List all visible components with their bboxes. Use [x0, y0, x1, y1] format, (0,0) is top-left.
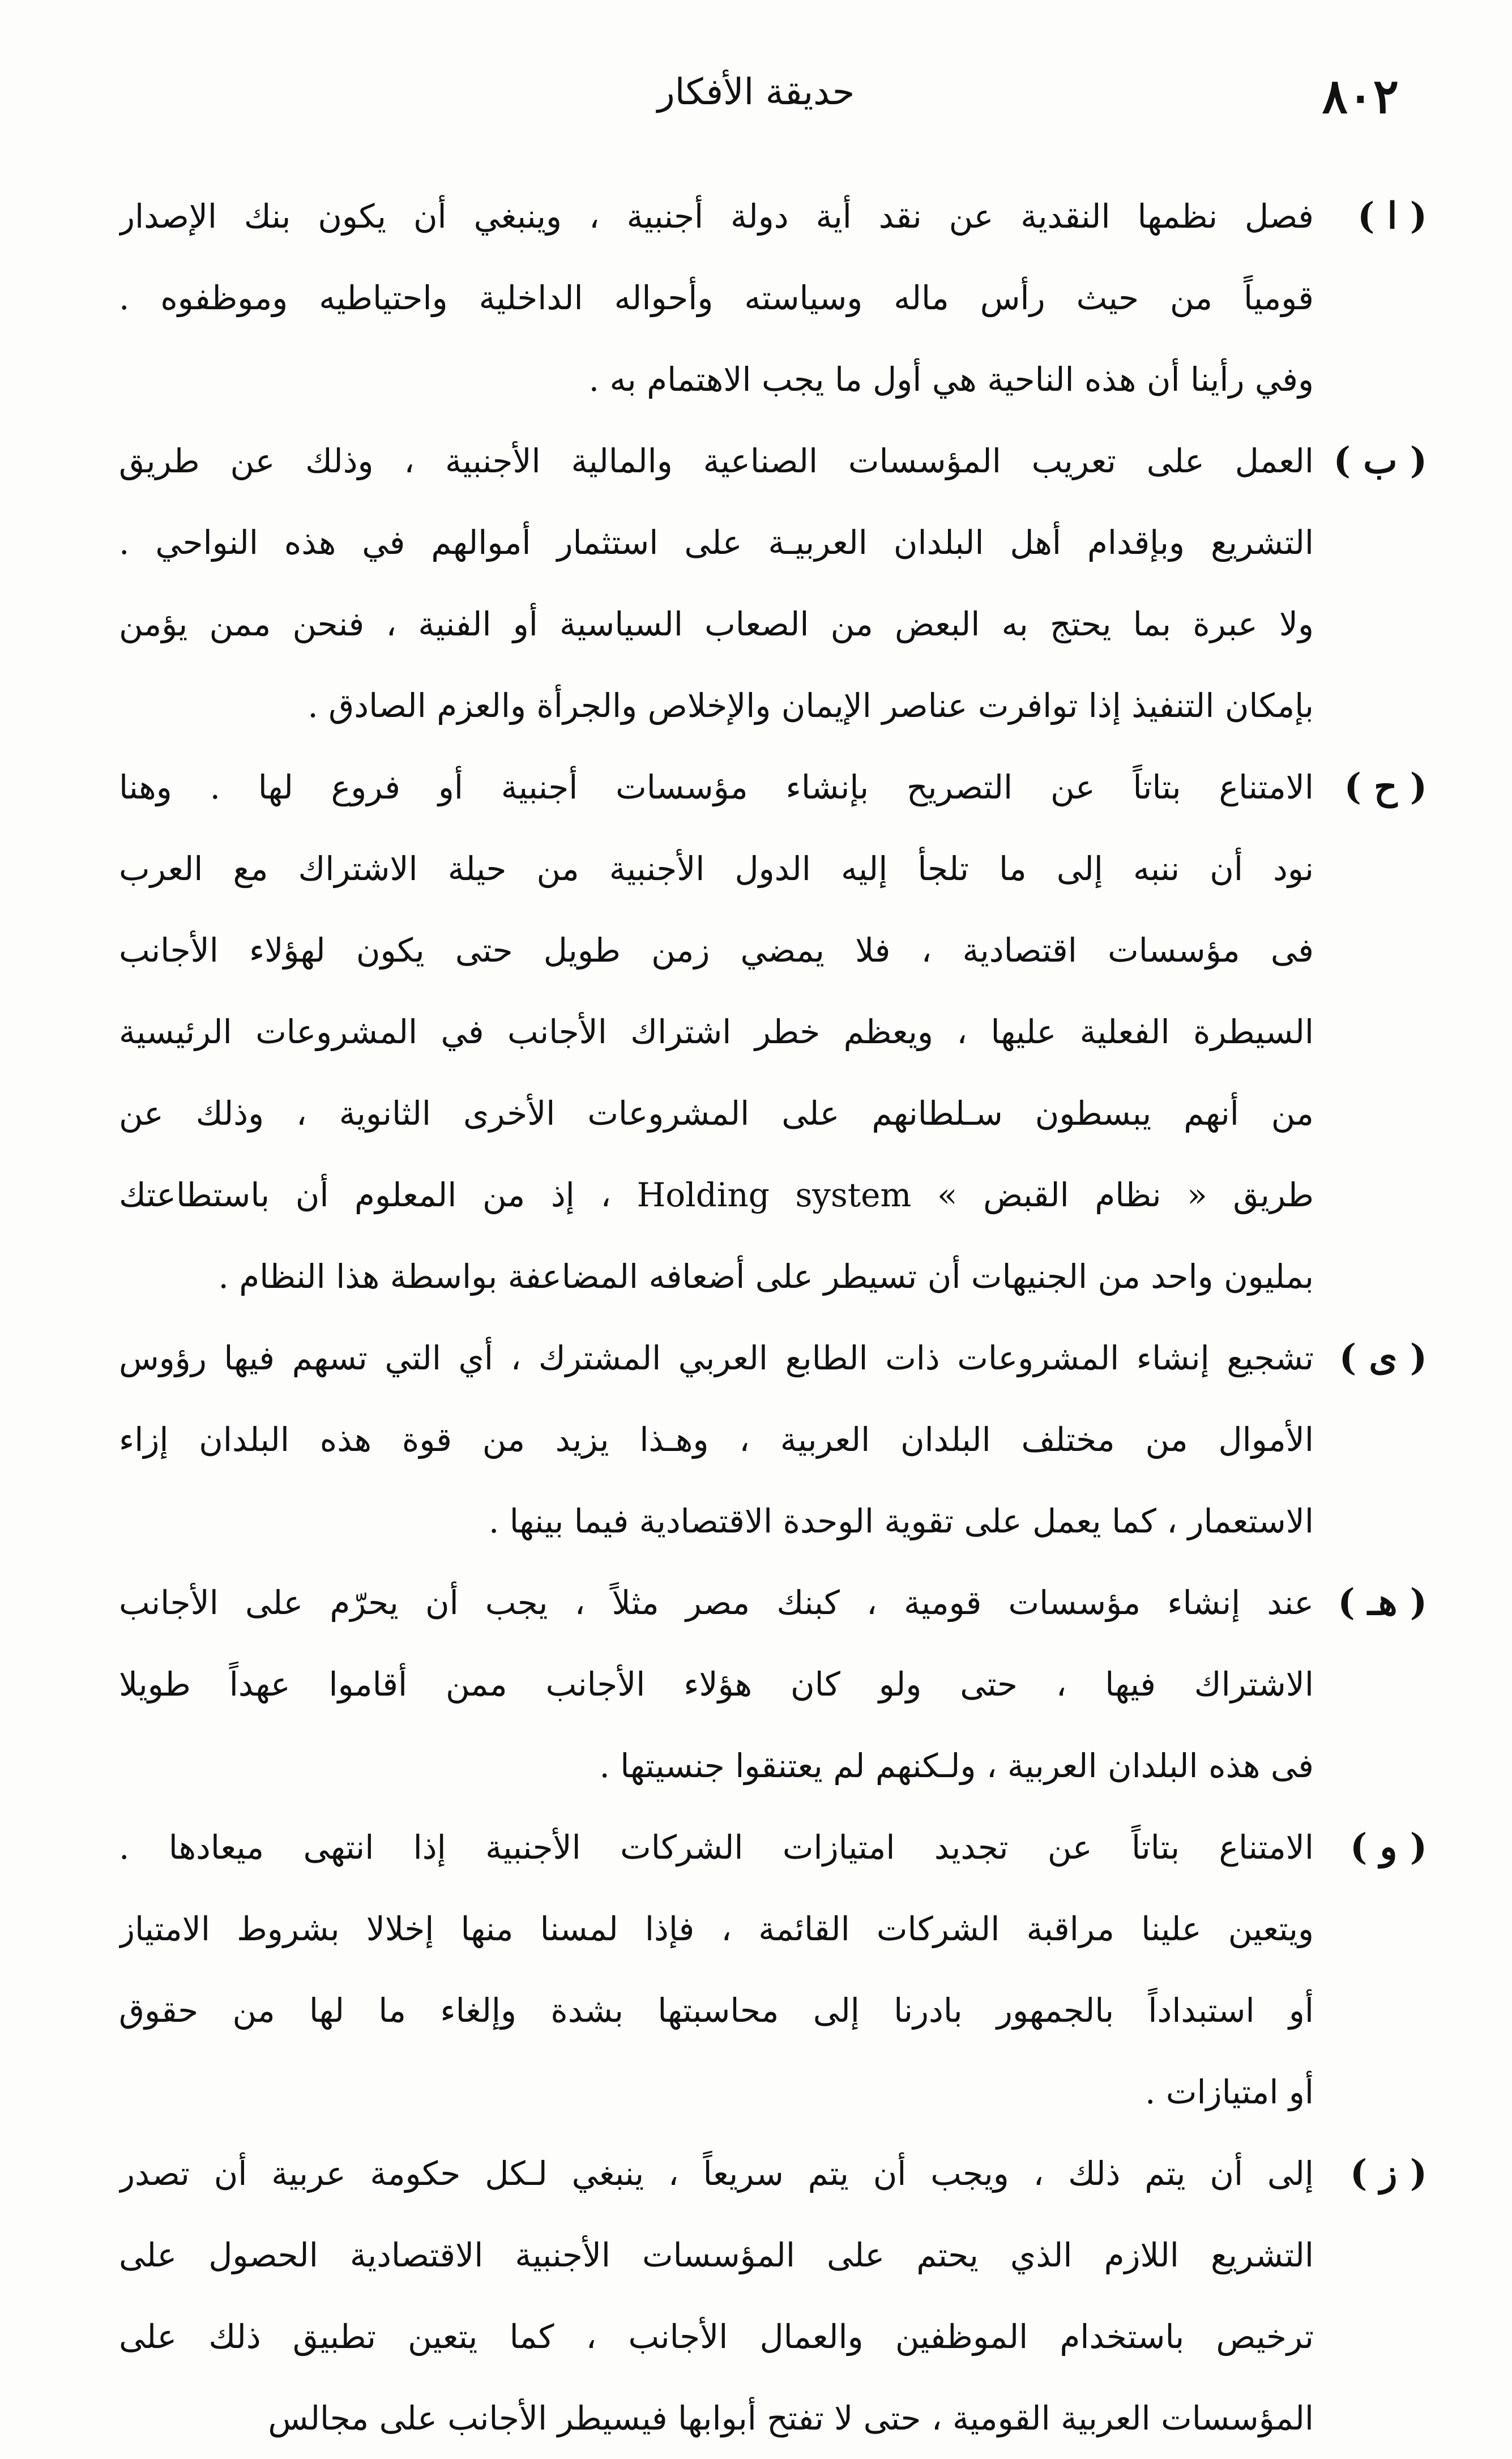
item-paragraph	[119, 1807, 1314, 2133]
list-item	[119, 1562, 1427, 1807]
list-item	[119, 2133, 1427, 2459]
item-paragraph	[119, 420, 1314, 746]
item-marker: ( ب )	[1333, 439, 1427, 482]
text-line: الأموال من مختلف البلدان العربية ، وهـذا يزيد من قوة هذه البلدان إزاء	[119, 1420, 1314, 1459]
text-line: الاستعمار ، كما يعمل على تقوية الوحدة الاقتصادية فيما بينها .	[488, 1502, 1314, 1540]
list-item	[119, 746, 1427, 1317]
item-marker: ( ز )	[1349, 2152, 1427, 2195]
item-marker: ( و )	[1349, 1826, 1427, 1868]
list-item	[119, 1807, 1427, 2133]
list-item	[119, 420, 1427, 746]
text-line: من أنهم يبسطون سـلطانهم على المشروعات الأخرى الثانوية ، وذلك عن	[119, 1094, 1314, 1133]
text-line: تشجيع إنشاء المشروعات ذات الطابع العربي المشترك ، أي التي تسهم فيها رؤوس	[119, 1339, 1314, 1377]
text-line: التشريع اللازم الذي يحتم على المؤسسات الأجنبية الاقتصادية الحصول على	[119, 2236, 1314, 2274]
text-line: أو استبداداً بالجمهور بادرنا إلى محاسبتها بشدة وإلغاء ما لها من حقوق	[119, 1991, 1314, 2030]
list-item	[119, 176, 1427, 420]
item-marker: ( ى )	[1339, 1337, 1427, 1379]
text-line: التشريع وبإقدام أهل البلدان العربيـة على استثمار أموالهم في هذه النواحي .	[119, 523, 1314, 562]
text-line: المؤسسات العربية القومية ، حتى لا تفتح أبوابها فيسيطر الأجانب على مجالس	[268, 2399, 1314, 2437]
item-paragraph	[119, 2133, 1314, 2459]
document-body	[119, 176, 1427, 2459]
text-line: فى مؤسسات اقتصادية ، فلا يمضي زمن طويل حتى يكون لهؤلاء الأجانب	[119, 931, 1314, 970]
text-line: طريق « نظام القبض » Holding system ، إذ من المعلوم أن باستطاعتك	[119, 1176, 1314, 1214]
text-line: الامتناع بتاتاً عن التصريح بإنشاء مؤسسات أجنبية أو فروع لها . وهنا	[119, 768, 1314, 806]
text-line: بإمكان التنفيذ إذا توافرت عناصر الإيمان والإخلاص والجرأة والعزم الصادق .	[307, 686, 1314, 725]
text-line: السيطرة الفعلية عليها ، ويعظم خطر اشتراك الأجانب في المشروعات الرئيسية	[119, 1013, 1314, 1051]
text-line: ولا عبرة بما يحتج به البعض من الصعاب السياسية أو الفنية ، فنحن ممن يؤمن	[119, 605, 1314, 643]
text-line: الامتناع بتاتاً عن تجديد امتيازات الشركات الأجنبية إذا انتهى ميعادها .	[119, 1828, 1314, 1867]
text-line: فى هذه البلدان العربية ، ولـكنهم لم يعتنقوا جنسيتها .	[599, 1747, 1314, 1785]
text-line: وفي رأينا أن هذه الناحية هي أول ما يجب الاهتمام به .	[588, 360, 1314, 399]
text-line: الاشتراك فيها ، حتى ولو كان هؤلاء الأجانب ممن أقاموا عهداً طويلا	[119, 1665, 1314, 1704]
item-marker: ( ا )	[1357, 195, 1427, 237]
text-line: إلى أن يتم ذلك ، ويجب أن يتم سريعاً ، ينبغي لـكل حكومة عربية أن تصدر	[119, 2154, 1314, 2193]
item-marker: ( ح )	[1344, 766, 1427, 808]
text-line: العمل على تعريب المؤسسات الصناعية والمالية الأجنبية ، وذلك عن طريق	[119, 442, 1314, 480]
text-line: ترخيص باستخدام الموظفين والعمال الأجانب ، كما يتعين تطبيق ذلك على	[119, 2317, 1314, 2356]
text-line: ويتعين علينا مراقبة الشركات القائمة ، فإذا لمسنا منها إخلالا بشروط الامتياز	[119, 1910, 1314, 1948]
text-line: فصل نظمها النقدية عن نقد أية دولة أجنبية ، وينبغي أن يكون بنك الإصدار	[119, 197, 1314, 236]
page-number: ٨٠٢	[1322, 68, 1399, 124]
list-item	[119, 1317, 1427, 1562]
item-marker: ( هـ )	[1338, 1581, 1427, 1624]
text-line: أو امتيازات .	[1144, 2073, 1314, 2111]
text-line: نود أن ننبه إلى ما تلجأ إليه الدول الأجنبية من حيلة الاشتراك مع العرب	[119, 849, 1314, 888]
item-paragraph	[119, 1562, 1314, 1807]
item-paragraph	[119, 176, 1314, 420]
text-line: بمليون واحد من الجنيهات أن تسيطر على أضعافه المضاعفة بواسطة هذا النظام .	[218, 1257, 1314, 1296]
text-line: قومياً من حيث رأس ماله وسياسته وأحواله الداخلية واحتياطيه وموظفوه .	[119, 279, 1314, 317]
item-paragraph	[119, 746, 1314, 1317]
page-header	[113, 68, 1399, 130]
item-paragraph	[119, 1317, 1314, 1562]
running-title: حديقة الأفكار	[657, 71, 855, 113]
text-line: عند إنشاء مؤسسات قومية ، كبنك مصر مثلاً ، يجب أن يحرّم على الأجانب	[119, 1583, 1314, 1622]
